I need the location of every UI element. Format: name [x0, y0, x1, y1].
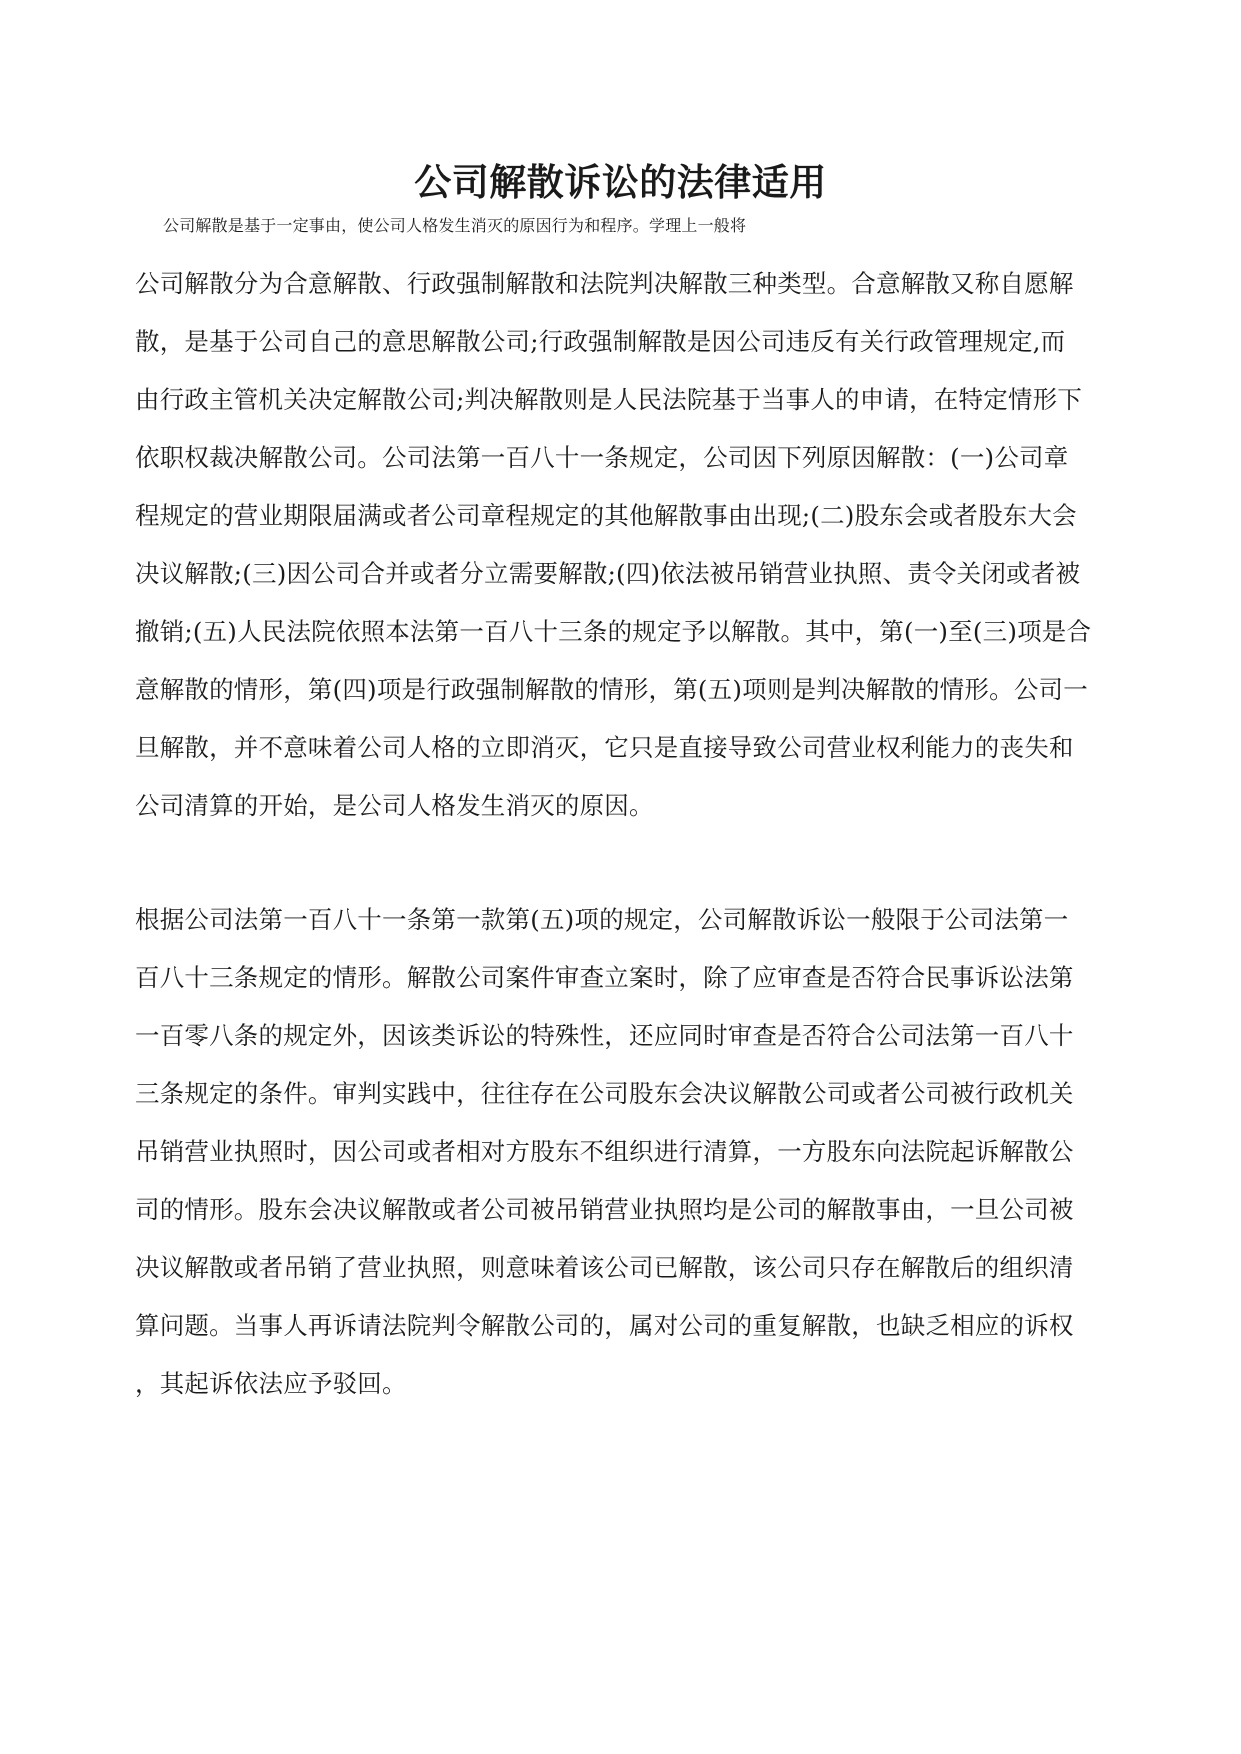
paragraph-line: 意解散的情形，第(四)项是行政强制解散的情形，第(五)项则是判决解散的情形。公司一 — [135, 675, 1088, 704]
paragraph-line: 依职权裁决解散公司。公司法第一百八十一条规定，公司因下列原因解散：(一)公司章 — [135, 443, 1069, 472]
paragraph-line: 算问题。当事人再诉请法院判令解散公司的，属对公司的重复解散，也缺乏相应的诉权 — [135, 1311, 1074, 1340]
paragraph-line: 百八十三条规定的情形。解散公司案件审查立案时，除了应审查是否符合民事诉讼法第 — [135, 963, 1074, 992]
paragraph-line: 根据公司法第一百八十一条第一款第(五)项的规定，公司解散诉讼一般限于公司法第一 — [135, 905, 1069, 934]
paragraph-line: 公司解散是基于一定事由，使公司人格发生消灭的原因行为和程序。学理上一般将 — [163, 216, 747, 235]
paragraph-line: 程规定的营业期限届满或者公司章程规定的其他解散事由出现;(二)股东会或者股东大会 — [135, 501, 1077, 530]
paragraph-line: 决议解散或者吊销了营业执照，则意味着该公司已解散，该公司只存在解散后的组织清 — [135, 1253, 1074, 1282]
paragraph-line: 散，是基于公司自己的意思解散公司;行政强制解散是因公司违反有关行政管理规定,而 — [135, 327, 1066, 356]
paragraph-line: 公司清算的开始，是公司人格发生消灭的原因。 — [135, 791, 654, 820]
paragraph-line: 吊销营业执照时，因公司或者相对方股东不组织进行清算，一方股东向法院起诉解散公 — [135, 1137, 1074, 1166]
paragraph-line: 撤销;(五)人民法院依照本法第一百八十三条的规定予以解散。其中，第(一)至(三)项是合 — [135, 617, 1092, 646]
paragraph-line: 由行政主管机关决定解散公司;判决解散则是人民法院基于当事人的申请，在特定情形下 — [135, 385, 1083, 414]
paragraph-line: 公司解散分为合意解散、行政强制解散和法院判决解散三种类型。合意解散又称自愿解 — [135, 269, 1074, 298]
paragraph-line: 司的情形。股东会决议解散或者公司被吊销营业执照均是公司的解散事由，一旦公司被 — [135, 1195, 1074, 1224]
document-title: 公司解散诉讼的法律适用 — [414, 160, 827, 204]
paragraph-line: 三条规定的条件。审判实践中，往往存在公司股东会决议解散公司或者公司被行政机关 — [135, 1079, 1074, 1108]
paragraph-line: 决议解散;(三)因公司合并或者分立需要解散;(四)依法被吊销营业执照、责令关闭或者被 — [135, 559, 1081, 588]
paragraph-line: 一百零八条的规定外，因该类诉讼的特殊性，还应同时审查是否符合公司法第一百八十 — [135, 1021, 1074, 1050]
paragraph-line: 旦解散，并不意味着公司人格的立即消灭，它只是直接导致公司营业权利能力的丧失和 — [135, 733, 1074, 762]
paragraph-line: ，其起诉依法应予驳回。 — [135, 1369, 407, 1398]
